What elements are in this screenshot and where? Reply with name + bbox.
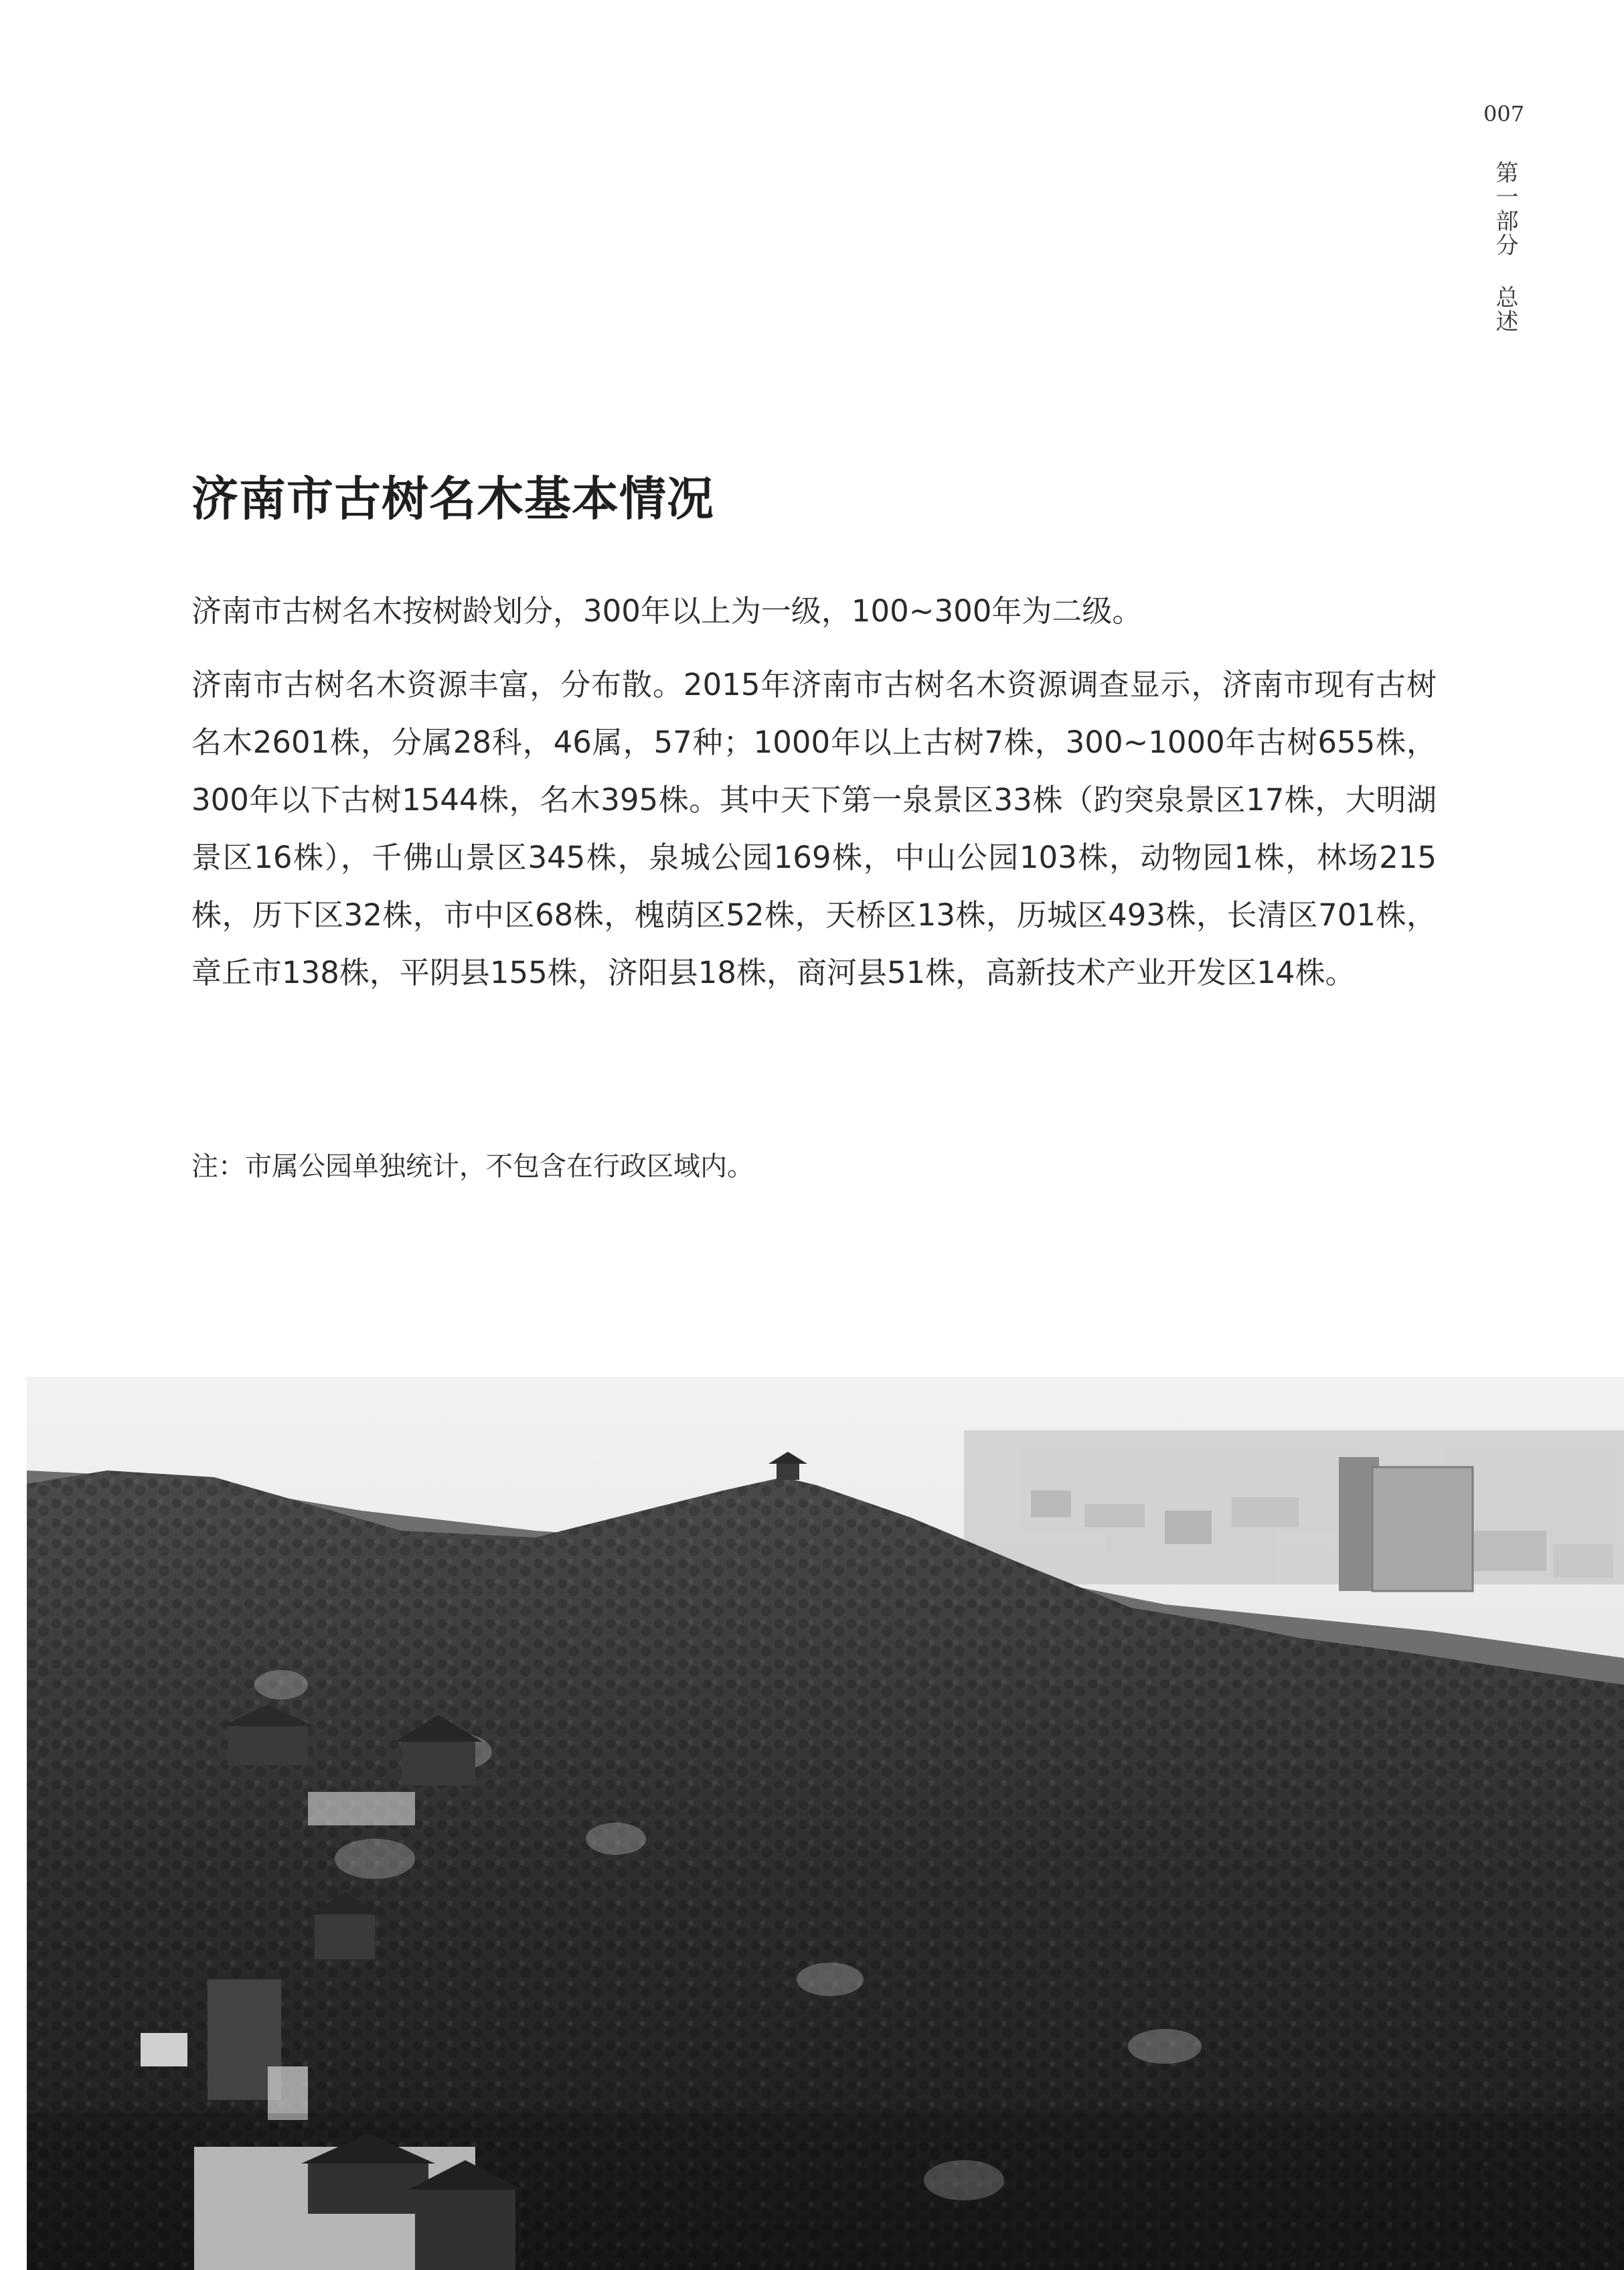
page-number: 007 [1483,101,1525,127]
section-title: 济南市古树名木基本情况 [191,471,714,526]
paragraph-age-classification: 济南市古树名木按树龄划分，300年以上为一级，100~300年为二级。 [191,593,1143,629]
running-header: 第一部分 总述 [1491,161,1518,333]
mountain-forest-photo [27,1377,1624,2270]
photo-foreground-shade [27,2113,1624,2270]
footnote: 注：市属公园单独统计，不包含在行政区域内。 [191,1151,754,1182]
distant-city [964,1430,1624,1584]
paragraph-resource-survey: 济南市古树名木资源丰富，分布散。2015年济南市古树名木资源调查显示，济南市现有古树名木2601株，分属28科，46属，57种；1000年以上古树7株，300~1000年古树655株，300年以下古树1544株，名木395株。其中天下第一泉景区33株（趵突泉景区17株，大明湖景区16株），千佛山景区345株，泉城公园169株，中山公园103株，动物园1株，林场215株，历下区32株，市中区68株，槐荫区52株，天桥区13株，历城区493株，长清区701株，章丘市138株，平阴县155株，济阳县18株，商河县51株，高新技术产业开发区14株。 [191,667,1437,990]
tower-building [1339,1457,1473,1591]
